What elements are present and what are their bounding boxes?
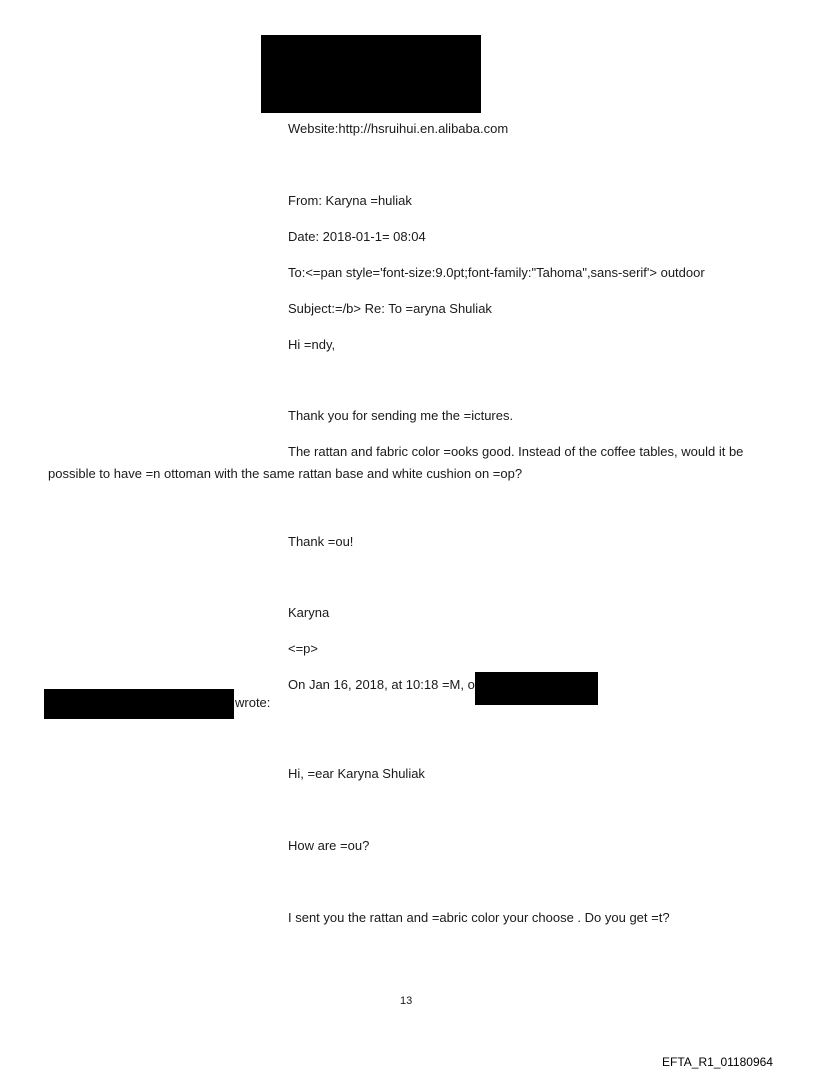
to-line: To:<=pan style='font-size:9.0pt;font-family:"Tahoma",sans-serif'> outdoor [288, 265, 705, 280]
quoted-greeting: Hi, =ear Karyna Shuliak [288, 766, 425, 781]
quoted-wrote: wrote: [235, 695, 271, 710]
html-fragment: <=p> [288, 641, 319, 656]
quoted-question: How are =ou? [288, 838, 370, 853]
quoted-attribution: On Jan 16, 2018, at 10:18 =M, o [288, 677, 475, 692]
website-line: Website:http://hsruihui.en.alibaba.com [288, 121, 509, 136]
reply-paragraph-line-2: possible to have =n ottoman with the same rattan base and white cushion on =op? [48, 466, 523, 481]
reply-paragraph [48, 441, 778, 485]
reply-signoff: Karyna [288, 605, 330, 620]
quoted-message: I sent you the rattan and =abric color your choose . Do you get =t? [288, 910, 670, 925]
redacted-logo [261, 35, 481, 113]
reply-greeting: Hi =ndy, [288, 337, 336, 352]
reply-thank-you: Thank =ou! [288, 534, 354, 549]
document-id: EFTA_R1_01180964 [662, 1055, 773, 1069]
page-number: 13 [400, 995, 413, 1007]
redacted-sender-email [44, 689, 234, 719]
from-line: From: Karyna =huliak [288, 193, 412, 208]
reply-paragraph-line-1: The rattan and fabric color =ooks good. Instead of the coffee tables, would it be [288, 444, 744, 459]
reply-thanks-pictures: Thank you for sending me the =ictures. [288, 408, 514, 423]
date-line: Date: 2018-01-1= 08:04 [288, 229, 426, 244]
subject-line: Subject:=/b> Re: To =aryna Shuliak [288, 301, 492, 316]
redacted-sender-name [475, 672, 598, 705]
